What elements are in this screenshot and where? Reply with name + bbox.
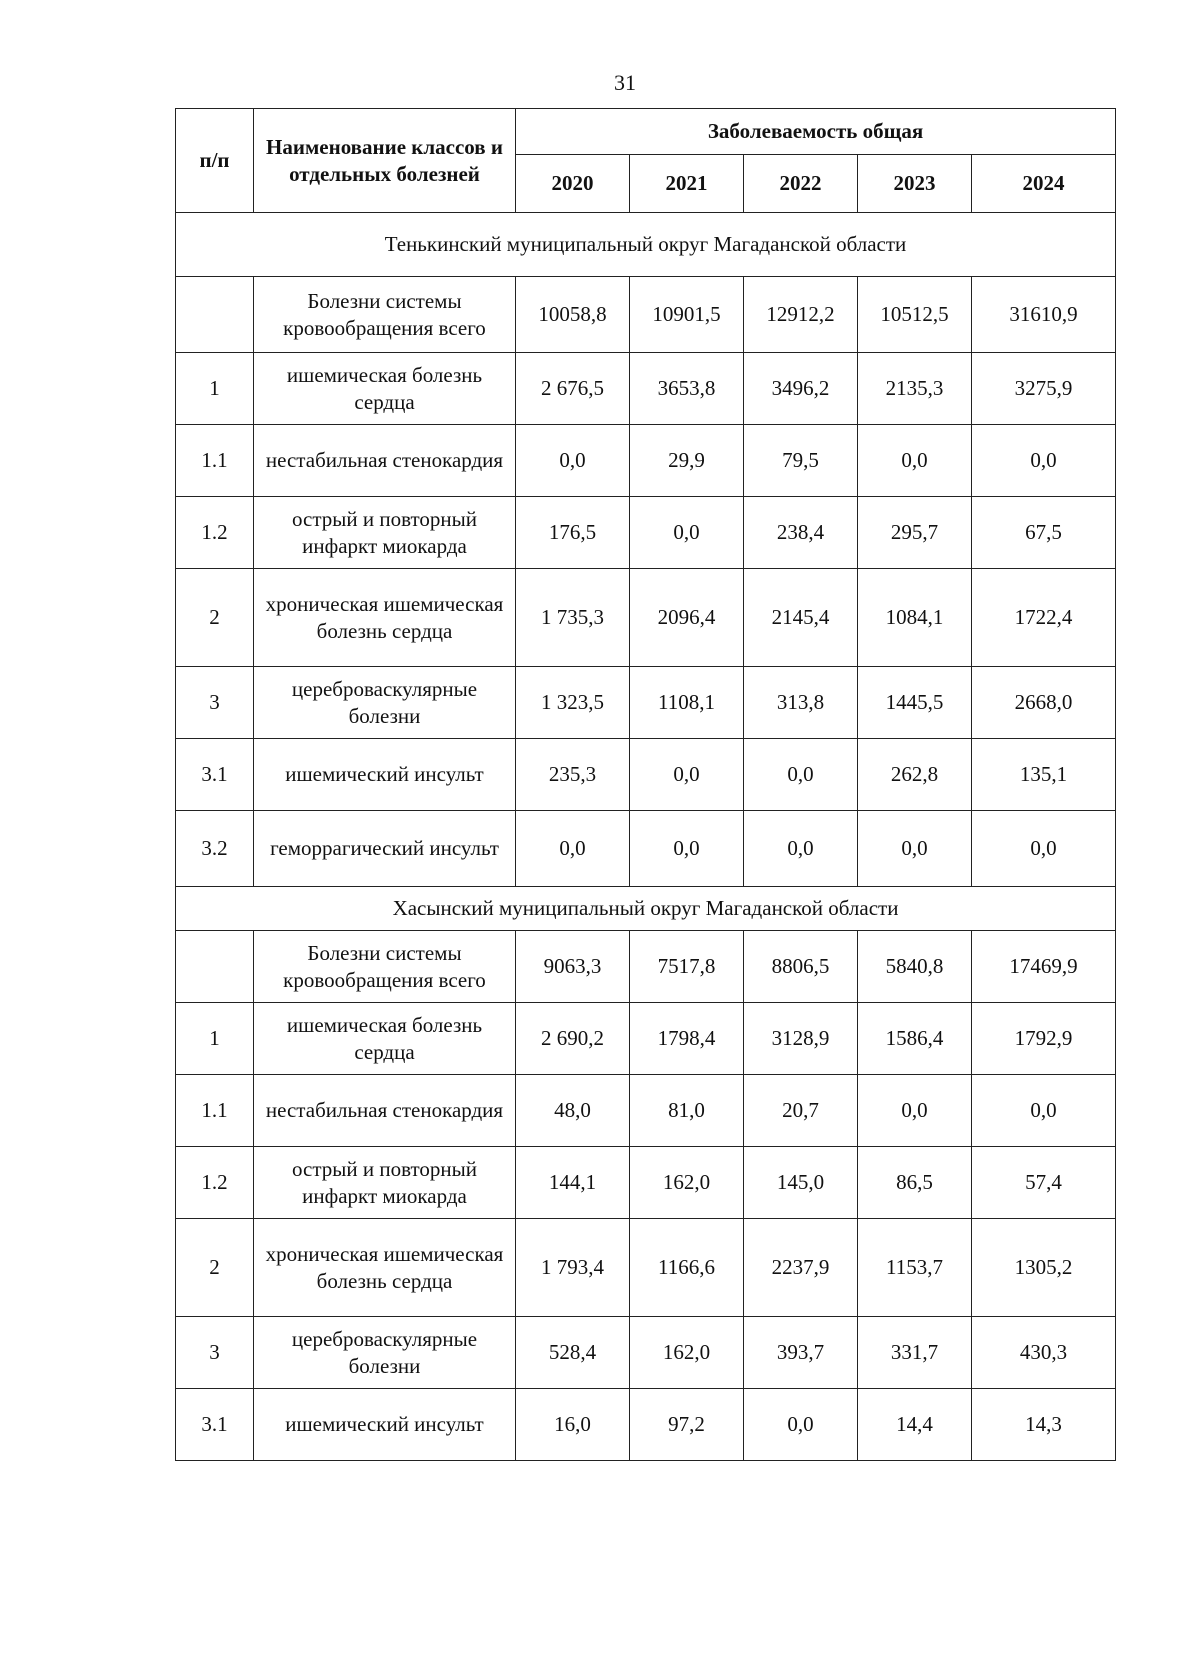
value-cell-2022: 0,0 (744, 811, 858, 887)
value-cell-2022: 79,5 (744, 425, 858, 497)
value-cell-2020: 176,5 (516, 497, 630, 569)
value-cell-2022: 145,0 (744, 1147, 858, 1219)
value-cell-2020: 10058,8 (516, 277, 630, 353)
value-cell-2024: 1792,9 (972, 1003, 1116, 1075)
value-cell-2020: 9063,3 (516, 931, 630, 1003)
header-year: 2021 (630, 155, 744, 213)
value-cell-2021: 7517,8 (630, 931, 744, 1003)
value-cell-2023: 262,8 (858, 739, 972, 811)
table-row (176, 1147, 1116, 1219)
table-row (176, 1317, 1116, 1389)
value-cell-2023: 0,0 (858, 811, 972, 887)
value-cell-2022: 393,7 (744, 1317, 858, 1389)
row-number: 2 (176, 569, 254, 667)
table-row (176, 1389, 1116, 1461)
header-year: 2024 (972, 155, 1116, 213)
row-number: 3 (176, 1317, 254, 1389)
header-name: Наименование классов и отдельных болезней (254, 109, 516, 213)
value-cell-2021: 3653,8 (630, 353, 744, 425)
row-number: 1.2 (176, 497, 254, 569)
value-cell-2020: 235,3 (516, 739, 630, 811)
value-cell-2023: 2135,3 (858, 353, 972, 425)
value-cell-2020: 528,4 (516, 1317, 630, 1389)
row-number (176, 277, 254, 353)
row-number: 1.1 (176, 425, 254, 497)
disease-name: цереброваскулярные болезни (254, 667, 516, 739)
section-row (176, 887, 1116, 931)
value-cell-2024: 0,0 (972, 811, 1116, 887)
value-cell-2023: 0,0 (858, 425, 972, 497)
table-row (176, 277, 1116, 353)
value-cell-2023: 295,7 (858, 497, 972, 569)
value-cell-2022: 3496,2 (744, 353, 858, 425)
value-cell-2022: 12912,2 (744, 277, 858, 353)
value-cell-2021: 1798,4 (630, 1003, 744, 1075)
table-row (176, 667, 1116, 739)
value-cell-2021: 2096,4 (630, 569, 744, 667)
header-year: 2022 (744, 155, 858, 213)
disease-name: острый и повторный инфаркт миокарда (254, 1147, 516, 1219)
value-cell-2022: 0,0 (744, 1389, 858, 1461)
table-row (176, 1075, 1116, 1147)
value-cell-2020: 1 735,3 (516, 569, 630, 667)
table-row (176, 1003, 1116, 1075)
value-cell-2023: 1084,1 (858, 569, 972, 667)
row-number: 2 (176, 1219, 254, 1317)
row-number: 1 (176, 1003, 254, 1075)
value-cell-2024: 2668,0 (972, 667, 1116, 739)
value-cell-2022: 20,7 (744, 1075, 858, 1147)
disease-name: ишемический инсульт (254, 739, 516, 811)
value-cell-2021: 162,0 (630, 1317, 744, 1389)
table-row (176, 569, 1116, 667)
disease-name: нестабильная стенокардия (254, 1075, 516, 1147)
disease-name: Болезни системы кровообращения всего (254, 277, 516, 353)
value-cell-2021: 1166,6 (630, 1219, 744, 1317)
value-cell-2023: 1153,7 (858, 1219, 972, 1317)
header-year: 2023 (858, 155, 972, 213)
table-row (176, 811, 1116, 887)
value-cell-2021: 97,2 (630, 1389, 744, 1461)
section-title: Хасынский муниципальный округ Магаданской области (176, 887, 1116, 931)
value-cell-2024: 0,0 (972, 425, 1116, 497)
morbidity-table (175, 108, 1116, 1461)
header-group: Заболеваемость общая (516, 109, 1116, 155)
value-cell-2022: 8806,5 (744, 931, 858, 1003)
value-cell-2020: 2 690,2 (516, 1003, 630, 1075)
value-cell-2024: 57,4 (972, 1147, 1116, 1219)
value-cell-2023: 10512,5 (858, 277, 972, 353)
value-cell-2020: 1 323,5 (516, 667, 630, 739)
value-cell-2024: 430,3 (972, 1317, 1116, 1389)
value-cell-2024: 31610,9 (972, 277, 1116, 353)
value-cell-2021: 29,9 (630, 425, 744, 497)
value-cell-2021: 0,0 (630, 739, 744, 811)
header-year: 2020 (516, 155, 630, 213)
value-cell-2024: 1722,4 (972, 569, 1116, 667)
value-cell-2023: 1445,5 (858, 667, 972, 739)
section-row (176, 213, 1116, 277)
value-cell-2024: 3275,9 (972, 353, 1116, 425)
value-cell-2020: 0,0 (516, 811, 630, 887)
disease-name: ишемический инсульт (254, 1389, 516, 1461)
value-cell-2021: 0,0 (630, 811, 744, 887)
disease-name: ишемическая болезнь сердца (254, 1003, 516, 1075)
row-number: 1 (176, 353, 254, 425)
table-header (176, 109, 1116, 213)
disease-name: хроническая ишемическая болезнь сердца (254, 569, 516, 667)
value-cell-2023: 1586,4 (858, 1003, 972, 1075)
value-cell-2021: 10901,5 (630, 277, 744, 353)
disease-name: геморрагический инсульт (254, 811, 516, 887)
row-number: 3.1 (176, 1389, 254, 1461)
value-cell-2023: 0,0 (858, 1075, 972, 1147)
value-cell-2020: 16,0 (516, 1389, 630, 1461)
value-cell-2023: 86,5 (858, 1147, 972, 1219)
table-row (176, 931, 1116, 1003)
value-cell-2023: 5840,8 (858, 931, 972, 1003)
value-cell-2022: 0,0 (744, 739, 858, 811)
disease-name: ишемическая болезнь сердца (254, 353, 516, 425)
row-number: 1.1 (176, 1075, 254, 1147)
value-cell-2024: 1305,2 (972, 1219, 1116, 1317)
value-cell-2022: 2145,4 (744, 569, 858, 667)
value-cell-2024: 17469,9 (972, 931, 1116, 1003)
value-cell-2020: 0,0 (516, 425, 630, 497)
value-cell-2020: 144,1 (516, 1147, 630, 1219)
table-row (176, 353, 1116, 425)
disease-name: цереброваскулярные болезни (254, 1317, 516, 1389)
value-cell-2022: 2237,9 (744, 1219, 858, 1317)
value-cell-2024: 135,1 (972, 739, 1116, 811)
row-number: 3 (176, 667, 254, 739)
value-cell-2021: 81,0 (630, 1075, 744, 1147)
value-cell-2021: 1108,1 (630, 667, 744, 739)
disease-name: нестабильная стенокардия (254, 425, 516, 497)
row-number: 3.1 (176, 739, 254, 811)
value-cell-2020: 2 676,5 (516, 353, 630, 425)
disease-name: Болезни системы кровообращения всего (254, 931, 516, 1003)
disease-name: острый и повторный инфаркт миокарда (254, 497, 516, 569)
value-cell-2021: 0,0 (630, 497, 744, 569)
table-row (176, 1219, 1116, 1317)
table-row (176, 497, 1116, 569)
value-cell-2023: 14,4 (858, 1389, 972, 1461)
page-number: 31 (614, 70, 636, 95)
section-title: Тенькинский муниципальный округ Магаданской области (176, 213, 1116, 277)
value-cell-2022: 238,4 (744, 497, 858, 569)
table-row (176, 739, 1116, 811)
disease-name: хроническая ишемическая болезнь сердца (254, 1219, 516, 1317)
value-cell-2024: 14,3 (972, 1389, 1116, 1461)
value-cell-2020: 1 793,4 (516, 1219, 630, 1317)
value-cell-2024: 0,0 (972, 1075, 1116, 1147)
value-cell-2020: 48,0 (516, 1075, 630, 1147)
value-cell-2021: 162,0 (630, 1147, 744, 1219)
value-cell-2022: 3128,9 (744, 1003, 858, 1075)
table-row (176, 425, 1116, 497)
header-num: п/п (176, 109, 254, 213)
value-cell-2023: 331,7 (858, 1317, 972, 1389)
value-cell-2024: 67,5 (972, 497, 1116, 569)
row-number: 1.2 (176, 1147, 254, 1219)
row-number (176, 931, 254, 1003)
value-cell-2022: 313,8 (744, 667, 858, 739)
table-body (176, 213, 1116, 1461)
row-number: 3.2 (176, 811, 254, 887)
